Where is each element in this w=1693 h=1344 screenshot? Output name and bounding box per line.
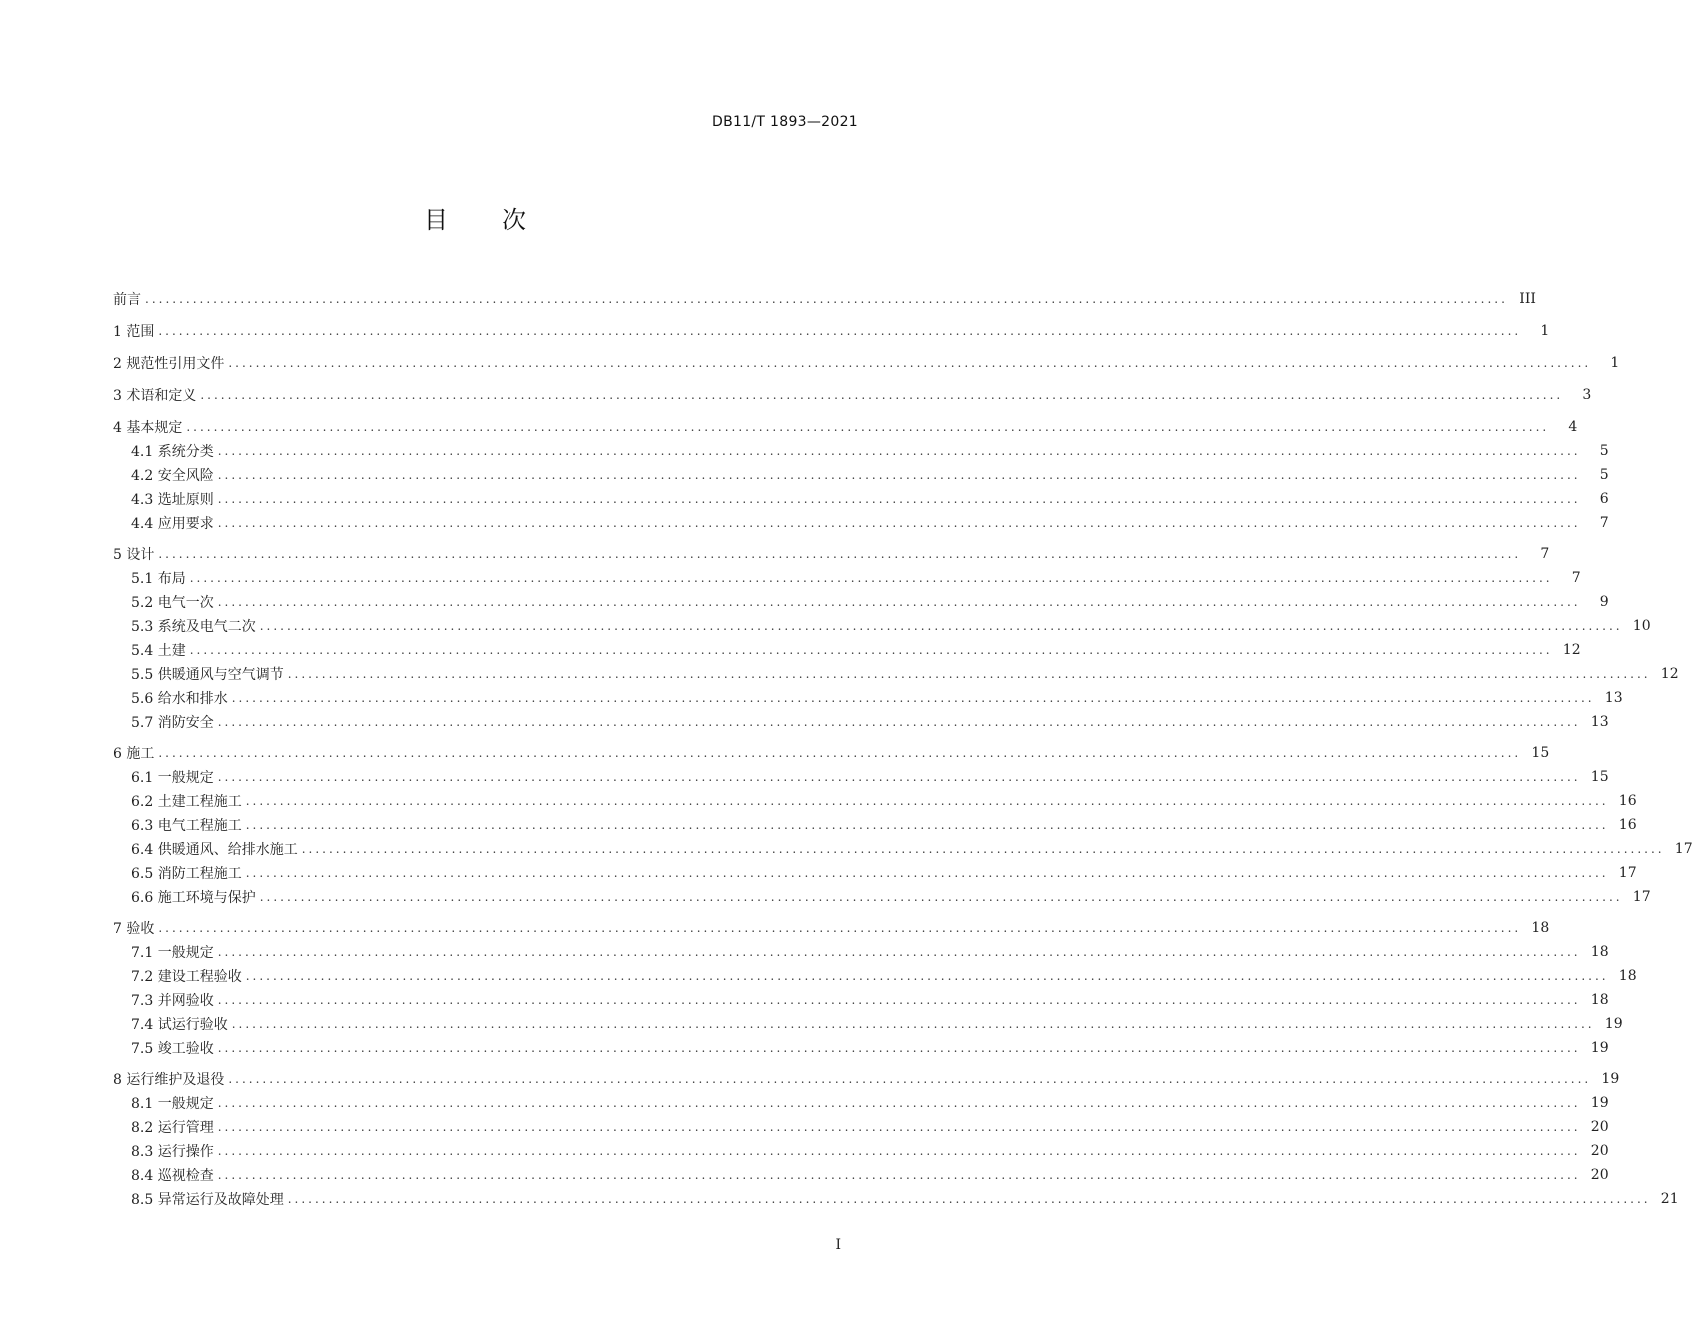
toc-leader-dots: ........................................................................................................................................................................................................ [189,571,1553,585]
toc-entry-page: 13 [1604,690,1623,706]
toc-leader-dots: ........................................................................................................................................................................................................ [231,1017,1595,1031]
toc-entry-page: 19 [1590,1040,1609,1056]
toc-entry[interactable] [113,1187,1679,1211]
toc-entry-label: 6 施工 [113,746,155,762]
toc-entry[interactable] [113,1067,1620,1091]
toc-leader-dots: ........................................................................................................................................................................................................ [228,1072,1592,1086]
toc-entry-page: 10 [1632,618,1651,634]
toc-entry-page: III [1519,291,1536,307]
toc-entry-label: 1 范围 [113,324,155,340]
toc-title [0,200,950,235]
toc-title-char-1: 目 [424,206,448,234]
toc-entry-page: 18 [1590,992,1609,1008]
toc-leader-dots: ........................................................................................................................................................................................................ [217,1041,1581,1055]
toc-title-char-2: 次 [502,206,526,234]
toc-leader-dots: ........................................................................................................................................................................................................ [217,715,1581,729]
toc-leader-dots: ........................................................................................................................................................................................................ [158,547,1522,561]
toc-entry[interactable] [113,1091,1609,1115]
toc-leader-dots: ........................................................................................................................................................................................................ [217,1168,1581,1182]
toc-entry[interactable] [113,662,1679,686]
toc-entry-label: 6.3 电气工程施工 [131,818,242,834]
toc-entry-label: 4.4 应用要求 [131,516,214,532]
toc-entry[interactable] [113,861,1637,885]
toc-entry-label: 5.1 布局 [131,571,186,587]
toc-entry-label: 5.2 电气一次 [131,595,214,611]
toc-entry-label: 3 术语和定义 [113,388,197,404]
toc-entry-page: 15 [1531,745,1550,761]
toc-entry-label: 8.1 一般规定 [131,1096,214,1112]
toc-leader-dots: ........................................................................................................................................................................................................ [245,794,1609,808]
toc-entry-page: 17 [1632,889,1651,905]
toc-entry-page: 21 [1660,1191,1679,1207]
toc-entry-label: 5 设计 [113,547,155,563]
toc-entry[interactable] [113,988,1609,1012]
toc-entry-label: 前言 [113,292,141,308]
toc-entry-page: 9 [1599,594,1609,610]
toc-entry[interactable] [113,1115,1609,1139]
toc-entry-page: 19 [1604,1016,1623,1032]
toc-entry-label: 6.5 消防工程施工 [131,866,242,882]
toc-entry[interactable] [113,789,1637,813]
toc-leader-dots: ........................................................................................................................................................................................................ [245,969,1609,983]
toc-entry-page: 5 [1599,443,1609,459]
toc-entry-label: 6.6 施工环境与保护 [131,890,256,906]
toc-entry-label: 8.4 巡视检查 [131,1168,214,1184]
toc-entry[interactable] [113,638,1581,662]
toc-entry-label: 7.3 并网验收 [131,993,214,1009]
toc-entry-label: 7.5 竣工验收 [131,1041,214,1057]
toc-entry[interactable] [113,964,1637,988]
toc-leader-dots: ........................................................................................................................................................................................................ [245,866,1609,880]
toc-entry-label: 7.4 试运行验收 [131,1017,228,1033]
toc-entry-page: 12 [1562,642,1581,658]
toc-entry-label: 4.2 安全风险 [131,468,214,484]
toc-leader-dots: ........................................................................................................................................................................................................ [287,667,1651,681]
toc-entry[interactable] [113,319,1550,343]
toc-entry-label: 5.6 给水和排水 [131,691,228,707]
toc-leader-dots: ........................................................................................................................................................................................................ [217,492,1581,506]
page-number: I [835,1237,841,1253]
toc-leader-dots: ........................................................................................................................................................................................................ [287,1192,1651,1206]
toc-entry-page: 16 [1618,793,1637,809]
toc-entry-page: 18 [1531,920,1550,936]
toc-entry-page: 1 [1540,323,1550,339]
toc-entry-label: 7 验收 [113,921,155,937]
toc-entry-label: 8.2 运行管理 [131,1120,214,1136]
toc-entry-page: 7 [1540,546,1550,562]
toc-entry-label: 8.3 运行操作 [131,1144,214,1160]
toc-entry-page: 16 [1618,817,1637,833]
toc-entry-label: 8.5 异常运行及故障处理 [131,1192,284,1208]
toc-leader-dots: ........................................................................................................................................................................................................ [217,468,1581,482]
toc-entry[interactable] [113,415,1578,439]
toc-entry-label: 6.4 供暖通风、给排水施工 [131,842,298,858]
toc-entry[interactable] [113,287,1536,311]
toc-entry-page: 5 [1599,467,1609,483]
toc-entry[interactable] [113,511,1609,535]
toc-entry-page: 4 [1568,419,1578,435]
toc-entry-page: 17 [1618,865,1637,881]
toc-entry[interactable] [113,463,1609,487]
toc-entry-page: 1 [1610,355,1620,371]
toc-entry-label: 8 运行维护及退役 [113,1072,225,1088]
toc-entry-page: 3 [1582,387,1592,403]
toc-leader-dots: ........................................................................................................................................................................................................ [301,842,1665,856]
toc-entry-page: 18 [1590,944,1609,960]
toc-leader-dots: ........................................................................................................................................................................................................ [217,1096,1581,1110]
toc-entry[interactable] [113,1139,1609,1163]
toc-leader-dots: ........................................................................................................................................................................................................ [217,595,1581,609]
toc-leader-dots: ........................................................................................................................................................................................................ [259,619,1623,633]
toc-entry[interactable] [113,686,1623,710]
toc-leader-dots: ........................................................................................................................................................................................................ [217,1144,1581,1158]
toc-entry-label: 5.3 系统及电气二次 [131,619,256,635]
toc-leader-dots: ........................................................................................................................................................................................................ [217,770,1581,784]
toc-entry[interactable] [113,1163,1609,1187]
toc-entry[interactable] [113,590,1609,614]
document-code: DB11/T 1893—2021 [712,114,858,130]
toc-leader-dots: ........................................................................................................................................................................................................ [217,444,1581,458]
toc-entry[interactable] [113,940,1609,964]
toc-entry[interactable] [113,1036,1609,1060]
toc-entry[interactable] [113,885,1651,909]
toc-leader-dots: ........................................................................................................................................................................................................ [158,324,1522,338]
toc-entry[interactable] [113,487,1609,511]
toc-leader-dots: ........................................................................................................................................................................................................ [200,388,1564,402]
toc-entry-page: 19 [1590,1095,1609,1111]
toc-entry-label: 4.1 系统分类 [131,444,214,460]
toc-leader-dots: ........................................................................................................................................................................................................ [158,746,1522,760]
toc-entry[interactable] [113,837,1693,861]
toc-entry[interactable] [113,710,1609,734]
toc-entry[interactable] [113,383,1592,407]
toc-entry-label: 7.2 建设工程验收 [131,969,242,985]
toc-entry-label: 6.2 土建工程施工 [131,794,242,810]
toc-entry-label: 2 规范性引用文件 [113,356,225,372]
toc-entry[interactable] [113,614,1651,638]
toc-entry-page: 6 [1599,491,1609,507]
toc-entry-page: 13 [1590,714,1609,730]
toc-entry-label: 4.3 选址原则 [131,492,214,508]
toc-leader-dots: ........................................................................................................................................................................................................ [231,691,1595,705]
toc-leader-dots: ........................................................................................................................................................................................................ [217,516,1581,530]
toc-entry[interactable] [113,439,1609,463]
toc-entry-page: 20 [1590,1119,1609,1135]
toc-leader-dots: ........................................................................................................................................................................................................ [186,420,1550,434]
toc-entry-label: 5.5 供暖通风与空气调节 [131,667,284,683]
toc-entry-page: 12 [1660,666,1679,682]
toc-entry-label: 7.1 一般规定 [131,945,214,961]
toc-leader-dots: ........................................................................................................................................................................................................ [245,818,1609,832]
toc-entry-page: 17 [1674,841,1693,857]
toc-entry-label: 5.4 土建 [131,643,186,659]
toc-entry-page: 19 [1601,1071,1620,1087]
toc-entry[interactable] [113,542,1550,566]
toc-entry[interactable] [113,916,1550,940]
toc-entry-label: 5.7 消防安全 [131,715,214,731]
toc-entry-label: 6.1 一般规定 [131,770,214,786]
toc-entry[interactable] [113,741,1550,765]
toc-leader-dots: ........................................................................................................................................................................................................ [228,356,1592,370]
toc-entry-page: 7 [1599,515,1609,531]
toc-entry[interactable] [113,351,1620,375]
toc-entry-page: 20 [1590,1167,1609,1183]
toc-leader-dots: ........................................................................................................................................................................................................ [217,1120,1581,1134]
toc-leader-dots: ........................................................................................................................................................................................................ [145,292,1508,306]
toc-leader-dots: ........................................................................................................................................................................................................ [217,945,1581,959]
toc-entry-page: 7 [1571,570,1581,586]
toc-entry[interactable] [113,765,1609,789]
toc-leader-dots: ........................................................................................................................................................................................................ [189,643,1553,657]
toc-entry-page: 20 [1590,1143,1609,1159]
toc-entry[interactable] [113,813,1637,837]
toc-entry[interactable] [113,1012,1623,1036]
toc-entry-page: 18 [1618,968,1637,984]
toc-leader-dots: ........................................................................................................................................................................................................ [217,993,1581,1007]
toc-entry-label: 4 基本规定 [113,420,183,436]
toc-entry-page: 15 [1590,769,1609,785]
toc-leader-dots: ........................................................................................................................................................................................................ [158,921,1522,935]
toc-entry[interactable] [113,566,1581,590]
toc-leader-dots: ........................................................................................................................................................................................................ [259,890,1623,904]
